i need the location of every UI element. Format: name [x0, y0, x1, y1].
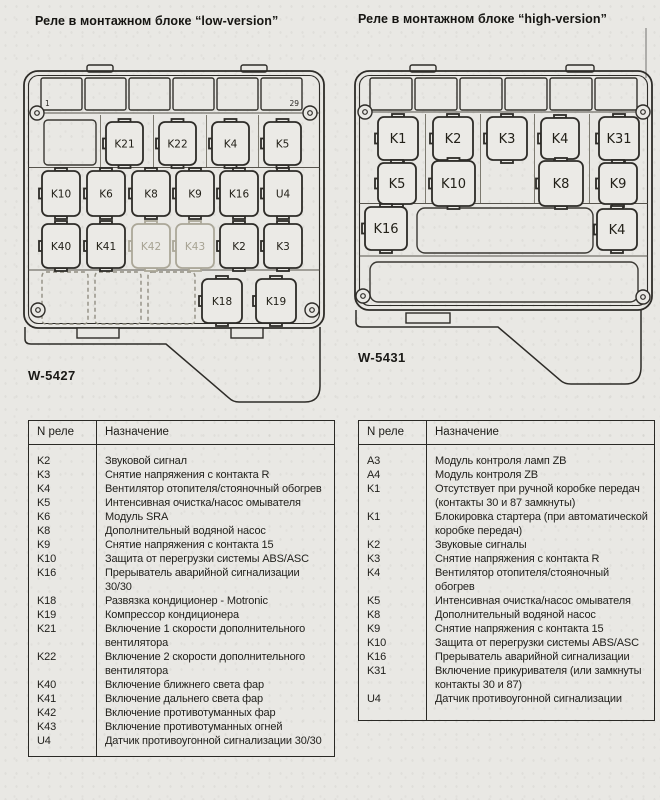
relay-function-cell: Включение 1 скорости дополнительного вентилятора — [97, 622, 335, 650]
relay-function-cell: Прерыватель аварийной сигнализации 30/30 — [97, 566, 335, 594]
relay-label: K8 — [144, 188, 158, 201]
fuse-slot — [550, 78, 592, 110]
relay-label: K10 — [440, 177, 467, 193]
empty-slot — [44, 120, 96, 165]
relay-id-cell: K43 — [37, 721, 57, 733]
table-row — [29, 692, 335, 706]
relay-label: K41 — [95, 240, 117, 253]
relay-K1 — [375, 114, 418, 163]
fuse-slot — [460, 78, 502, 110]
relay-id-cell: A4 — [367, 469, 381, 481]
table-row — [29, 608, 335, 622]
table-row — [29, 594, 335, 608]
table-row — [359, 608, 655, 622]
mount-skirt — [25, 327, 320, 402]
relay-id-cell: K8 — [37, 525, 51, 537]
table-row — [29, 445, 335, 469]
relay-label: K43 — [184, 240, 206, 253]
relay-K2 — [430, 114, 473, 163]
relay-K19 — [253, 276, 296, 326]
screw-icon — [356, 289, 370, 303]
relay-id-cell: K16 — [367, 651, 387, 663]
relay-function-cell: Включение противотуманных фар — [97, 706, 335, 720]
relay-id-cell: K41 — [37, 693, 57, 705]
relay-K3 — [484, 114, 527, 163]
relay-function-cell: Снятие напряжения с контакта R — [97, 468, 335, 482]
relay-K22 — [156, 119, 196, 168]
relay-label: K42 — [140, 240, 162, 253]
relay-label: K19 — [265, 295, 287, 308]
relay-function-cell: Включение 2 скорости дополнительного вентилятора — [97, 650, 335, 678]
relay-label: U4 — [275, 188, 291, 201]
relay-K42 — [129, 221, 170, 271]
relay-function-cell: Включение противотуманных огней — [97, 720, 335, 734]
relay-label: K2 — [444, 132, 462, 148]
table-row — [359, 650, 655, 664]
table-row — [29, 468, 335, 482]
diagram-ref-label-low: W-5427 — [28, 368, 76, 383]
empty-slot — [417, 208, 593, 253]
table-row — [29, 720, 335, 734]
fuse-number-first: 1 — [45, 99, 50, 108]
relay-id-cell: K10 — [367, 637, 387, 649]
empty-slot — [370, 262, 638, 302]
table-row — [29, 510, 335, 524]
relay-label: K1 — [389, 132, 407, 148]
table-row — [359, 636, 655, 650]
screw-icon — [636, 105, 650, 119]
table-row — [29, 566, 335, 594]
table-row — [359, 622, 655, 636]
relay-function-cell: Отсутствует при ручной коробке передач (контакты 30 и 87 замкнуты) — [427, 482, 655, 510]
relay-id-cell: A3 — [367, 455, 381, 467]
relay-K9 — [596, 160, 637, 207]
table-row — [29, 552, 335, 566]
screw-icon — [31, 303, 45, 317]
screw-icon — [636, 290, 650, 304]
fuse-slot — [85, 78, 126, 110]
relay-id-cell: K40 — [37, 679, 57, 691]
relay-K10 — [39, 168, 80, 219]
relay-id-cell: K9 — [367, 623, 381, 635]
relay-label: K21 — [114, 138, 135, 151]
relay-id-cell: K5 — [367, 595, 381, 607]
screw-icon — [305, 303, 319, 317]
relay-label: K8 — [552, 177, 570, 193]
relay-function-cell: Звуковой сигнал — [97, 445, 335, 469]
table-row — [29, 650, 335, 678]
relay-K9 — [173, 168, 214, 219]
relay-id-cell: K31 — [367, 665, 387, 677]
table-row — [359, 510, 655, 538]
relay-function-cell: Развязка кондиционер - Motronic — [97, 594, 335, 608]
relay-table-low — [28, 420, 335, 757]
relay-id-cell: K1 — [367, 483, 381, 495]
relay-label: K2 — [232, 240, 246, 253]
relay-id-cell: K2 — [37, 455, 51, 467]
col-header-function: Назначение — [427, 421, 655, 445]
relay-U4 — [261, 168, 302, 219]
relay-function-cell: Блокировка стартера (при автоматической коробке передач) — [427, 510, 655, 538]
col-header-relay: N реле — [29, 421, 97, 445]
relay-K31 — [596, 114, 639, 163]
relay-function-cell: Датчик противоугонной сигнализации — [427, 692, 655, 721]
relay-label: K3 — [498, 132, 516, 148]
relay-id-cell: K16 — [37, 567, 57, 579]
relay-id-cell: K4 — [367, 567, 381, 579]
relay-K21 — [103, 119, 143, 168]
relay-K40 — [39, 221, 80, 271]
relay-id-cell: K8 — [367, 609, 381, 621]
relay-K41 — [84, 221, 125, 271]
mount-skirt — [356, 310, 641, 384]
screw-icon — [358, 105, 372, 119]
fuse-slot-row — [41, 78, 302, 110]
relay-K3 — [261, 221, 302, 271]
table-row — [359, 482, 655, 510]
mount-tab — [77, 328, 119, 338]
table-row — [359, 594, 655, 608]
relay-function-cell: Модуль контроля ламп ZB — [427, 445, 655, 469]
table-row — [29, 706, 335, 720]
relay-function-cell: Датчик противоугонной сигнализации 30/30 — [97, 734, 335, 757]
screw-icon — [303, 106, 317, 120]
relay-id-cell: K42 — [37, 707, 57, 719]
relay-id-cell: K21 — [37, 623, 57, 635]
relay-function-cell: Включение прикуривателя (или замкнуты контакты 30 и 87) — [427, 664, 655, 692]
relay-function-cell: Интенсивная очистка/насос омывателя — [427, 594, 655, 608]
relay-function-cell: Интенсивная очистка/насос омывателя — [97, 496, 335, 510]
relay-id-cell: K1 — [367, 511, 381, 523]
relay-K18 — [199, 276, 242, 326]
table-row — [359, 664, 655, 692]
col-header-function: Назначение — [97, 421, 335, 445]
relay-label: K9 — [188, 188, 202, 201]
mount-tab — [231, 328, 263, 338]
relay-function-cell: Включение ближнего света фар — [97, 678, 335, 692]
relay-function-cell: Дополнительный водяной насос — [97, 524, 335, 538]
table-row — [29, 734, 335, 757]
fuse-slot — [595, 78, 637, 110]
table-row — [359, 538, 655, 552]
table-row — [359, 552, 655, 566]
fuse-slot — [173, 78, 214, 110]
relay-K43 — [173, 221, 214, 271]
empty-slot — [148, 272, 195, 324]
fuse-slot — [217, 78, 258, 110]
relay-label: K5 — [388, 177, 406, 193]
col-header-relay: N реле — [359, 421, 427, 445]
relay-block-diagram-low — [15, 55, 345, 405]
relay-function-cell: Снятие напряжения с контакта 15 — [97, 538, 335, 552]
relay-label: K6 — [99, 188, 113, 201]
relay-function-cell: Снятие напряжения с контакта 15 — [427, 622, 655, 636]
relay-id-cell: K10 — [37, 553, 57, 565]
relay-K4 — [594, 206, 637, 253]
relay-label: K31 — [606, 132, 632, 148]
table-row — [359, 445, 655, 469]
relay-label: K3 — [276, 240, 290, 253]
relay-id-cell: K6 — [37, 511, 51, 523]
relay-K8 — [129, 168, 170, 219]
fuse-number-last: 29 — [289, 99, 299, 108]
relay-K10 — [429, 158, 475, 209]
relay-label: K5 — [275, 138, 290, 151]
section-title-high-version: Реле в монтажном блоке “high-version” — [358, 12, 607, 26]
relay-function-cell: Модуль SRA — [97, 510, 335, 524]
relay-id-cell: K3 — [367, 553, 381, 565]
empty-slot — [42, 272, 88, 324]
relay-block-diagram-high — [348, 55, 660, 385]
relay-id-cell: U4 — [37, 735, 51, 747]
relay-function-cell: Вентилятор отопителя/стояночный обогрев — [427, 566, 655, 594]
relay-K16 — [217, 168, 258, 219]
table-header-row — [29, 421, 335, 445]
relay-label: K4 — [608, 223, 626, 239]
relay-id-cell: K3 — [37, 469, 51, 481]
relay-function-cell: Компрессор кондиционера — [97, 608, 335, 622]
table-row — [29, 678, 335, 692]
fuse-slot-row — [370, 78, 637, 110]
relay-table-high — [358, 420, 655, 721]
relay-function-cell: Включение дальнего света фар — [97, 692, 335, 706]
table-row — [359, 566, 655, 594]
fuse-slot — [505, 78, 547, 110]
table-row — [29, 482, 335, 496]
relay-function-cell: Вентилятор отопителя/стояночный обогрев — [97, 482, 335, 496]
relay-K4 — [209, 119, 249, 168]
relay-id-cell: K18 — [37, 595, 57, 607]
relay-K5 — [375, 160, 416, 207]
relay-function-cell: Снятие напряжения с контакта R — [427, 552, 655, 566]
relay-K6 — [84, 168, 125, 219]
table-row — [29, 622, 335, 650]
relay-id-cell: K2 — [367, 539, 381, 551]
relay-label: K10 — [50, 188, 72, 201]
table-header-row — [359, 421, 655, 445]
relay-id-cell: K22 — [37, 651, 57, 663]
relay-label: K22 — [167, 138, 188, 151]
table-row — [29, 524, 335, 538]
relay-label: K18 — [211, 295, 233, 308]
mount-tab — [406, 313, 450, 323]
relay-label: K40 — [50, 240, 72, 253]
relay-function-cell: Защита от перегрузки системы ABS/ASC — [427, 636, 655, 650]
section-title-low-version: Реле в монтажном блоке “low-version” — [35, 14, 279, 28]
screw-icon — [30, 106, 44, 120]
relay-function-cell: Защита от перегрузки системы ABS/ASC — [97, 552, 335, 566]
relay-label: K4 — [223, 138, 238, 151]
relay-label: K16 — [228, 188, 250, 201]
table-row — [29, 496, 335, 510]
table-row — [29, 538, 335, 552]
relays-group — [362, 114, 639, 253]
relay-K2 — [217, 221, 258, 271]
relay-function-cell: Звуковые сигналы — [427, 538, 655, 552]
relay-label: K16 — [373, 222, 399, 238]
empty-slot — [95, 272, 141, 324]
fuse-slot — [415, 78, 457, 110]
relays-group — [39, 119, 302, 326]
table-row — [359, 692, 655, 721]
relay-K16 — [362, 204, 407, 253]
relay-function-cell: Модуль контроля ZB — [427, 468, 655, 482]
diagram-ref-label-high: W-5431 — [358, 350, 406, 365]
relay-K4 — [538, 115, 579, 162]
fuse-slot — [129, 78, 170, 110]
fuse-slot — [370, 78, 412, 110]
relay-id-cell: U4 — [367, 693, 381, 705]
relay-function-cell: Прерыватель аварийной сигнализации — [427, 650, 655, 664]
relay-id-cell: K9 — [37, 539, 51, 551]
relay-function-cell: Дополнительный водяной насос — [427, 608, 655, 622]
table-row — [359, 468, 655, 482]
relay-id-cell: K5 — [37, 497, 51, 509]
relay-K5 — [261, 119, 301, 168]
relay-label: K9 — [609, 177, 627, 193]
relay-id-cell: K4 — [37, 483, 51, 495]
relay-label: K4 — [551, 132, 569, 148]
relay-K8 — [536, 158, 583, 209]
relay-id-cell: K19 — [37, 609, 57, 621]
